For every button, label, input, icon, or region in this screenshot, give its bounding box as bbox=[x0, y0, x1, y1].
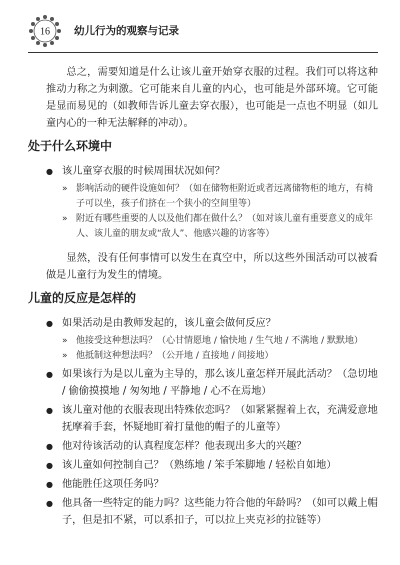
list-item bbox=[46, 163, 378, 242]
sub-list-item: » 影响活动的硬件设施如何？（如在储物柜附近或者远离储物柜的地方，有椅子可以坐，孩子们挤在一个狭小的空间里等） bbox=[62, 182, 378, 212]
intro-paragraph: 总之，需要知道是什么让该儿童开始穿衣服的过程。我们可以将这种推动力称之为刺激。它可能来自儿童的内心，也可能是外部环境。它可能是显而易见的（如教师告诉儿童去穿衣服），也可能是一点也不明显（如儿童内心的一种无法解释的冲动）。 bbox=[46, 67, 378, 129]
list-item: ● 如果该行为是以儿童为主导的，那么该儿童怎样开展此活动？（急切地 / 偷偷摸摸地 / 匆匆地 / 平静地 / 心不在焉地） bbox=[46, 366, 378, 400]
list-item: ● 他对待该活动的认真程度怎样？他表现出多大的兴趣？ bbox=[46, 438, 378, 455]
sub-list bbox=[62, 334, 378, 364]
page-number: 16 bbox=[40, 26, 50, 38]
list-item: ● 他能胜任这项任务吗？ bbox=[46, 476, 378, 493]
section-heading: 处于什么环境中 bbox=[28, 139, 113, 153]
list-item bbox=[46, 315, 378, 364]
list-item: ● 该儿童如何控制自己？（熟练地 / 笨手笨脚地 / 轻松自如地） bbox=[46, 457, 378, 474]
header-rule bbox=[28, 52, 378, 53]
section1-list bbox=[46, 163, 378, 242]
list-item: ● 该儿童对他的衣服表现出特殊依恋吗？（如紧紧握着上衣，充满爱意地抚摩着手套，怀疑地盯着打量他的帽子的儿童等） bbox=[46, 402, 378, 436]
sub-list-item: » 他抵制这种想法吗？（公开地 / 直接地 / 间接地） bbox=[62, 349, 378, 364]
list-item: ● 他具备一些特定的能力吗？这些能力符合他的年龄吗？（如可以戴上帽子，但是扣不紧，可以系扣子，可以拉上夹克衫的拉链等） bbox=[46, 495, 378, 529]
section-heading: 儿童的反应是怎样的 bbox=[28, 291, 137, 305]
sub-list-item: » 附近有哪些重要的人以及他们都在做什么？（如对该儿童有重要意义的成年人、该儿童的朋友或“敌人”、他感兴趣的访客等） bbox=[62, 212, 378, 242]
section1-closing-paragraph: 显然，没有任何事情可以发生在真空中，所以这些外围活动可以被看做是儿童行为发生的情境。 bbox=[46, 253, 378, 281]
running-header-title: 幼儿行为的观察与记录 bbox=[74, 25, 179, 37]
section2-list bbox=[46, 315, 378, 529]
page-number-badge bbox=[28, 14, 62, 48]
sub-list-item: » 他接受这种想法吗？（心甘情愿地 / 愉快地 / 生气地 / 不满地 / 默默地） bbox=[62, 334, 378, 349]
list-item-text: 该儿童穿衣服的时候周围状况如何？ bbox=[62, 166, 225, 177]
page-body bbox=[28, 64, 378, 537]
sub-list bbox=[62, 182, 378, 242]
list-item-text: 如果活动是由教师发起的，该儿童会做何反应？ bbox=[62, 318, 276, 329]
